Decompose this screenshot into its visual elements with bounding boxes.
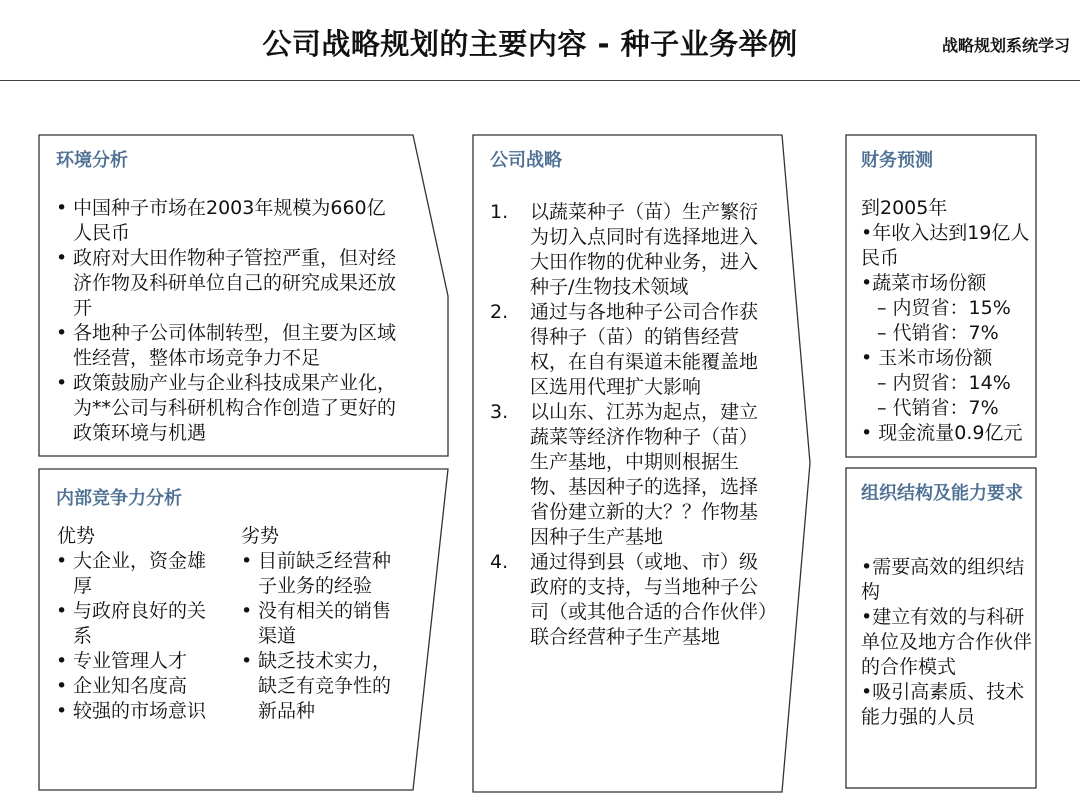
org-line: •需要高效的组织结构	[861, 556, 1025, 603]
strategy-item	[474, 300, 774, 400]
finance-line: • 现金流量0.9亿元	[861, 422, 1023, 444]
org-line: •建立有效的与科研单位及地方合作伙伴的合作模式	[861, 606, 1033, 678]
finance-heading: 财务预测	[861, 150, 933, 171]
env-bullet-list	[56, 196, 401, 446]
weaknesses-label: 劣势	[241, 525, 280, 547]
strength-item: • 专业管理人才	[56, 649, 216, 674]
env-bullet: • 政府对大田作物种子管控严重，但对经济作物及科研单位自己的研究成果还放开	[56, 246, 401, 321]
strength-item: • 与政府良好的关系	[56, 599, 216, 649]
strengths-list	[56, 549, 216, 724]
finance-line: •蔬菜市场份额	[861, 272, 987, 294]
strategy-item-text: 通过得到县（或地、市）级政府的支持，与当地种子公司（或其他合适的合作伙伴）联合经营种子生产基地	[530, 551, 768, 648]
finance-line: • 玉米市场份额	[861, 347, 993, 369]
finance-line: •年收入达到19亿人民币	[861, 222, 1030, 269]
strength-item: • 较强的市场意识	[56, 699, 216, 724]
weakness-item: • 目前缺乏经营种子业务的经验	[241, 549, 401, 599]
strength-item: • 大企业，资金雄厚	[56, 549, 216, 599]
env-bullet: • 政策鼓励产业与企业科技成果产业化，为**公司与科研机构合作创造了更好的政策环境与机遇	[56, 371, 401, 446]
finance-subline: – 内贸省：15%	[877, 297, 1011, 319]
env-bullet: • 各地种子公司体制转型，但主要为区域性经营，整体市场竞争力不足	[56, 321, 401, 371]
env-bullet: • 中国种子市场在2003年规模为660亿人民币	[56, 196, 401, 246]
strategy-list	[474, 200, 774, 650]
strategy-item-number: 4.	[490, 551, 509, 573]
org-line: •吸引高素质、技术能力强的人员	[861, 681, 1025, 728]
internal-heading: 内部竞争力分析	[56, 488, 182, 509]
strategy-item-text: 以山东、江苏为起点，建立蔬菜等经济作物种子（苗）生产基地，中期则根据生物、基因种子的选择，选择省份建立新的大？？作物基因种子生产基地	[530, 401, 759, 548]
strategy-item	[474, 400, 774, 550]
strategy-heading: 公司战略	[490, 150, 562, 171]
strategy-item-number: 2.	[490, 301, 509, 323]
env-heading: 环境分析	[56, 150, 128, 171]
finance-subline: – 内贸省：14%	[877, 372, 1011, 394]
weaknesses-list	[241, 549, 401, 724]
strategy-item	[474, 550, 774, 650]
strengths-label: 优势	[57, 525, 96, 547]
weakness-item: • 没有相关的销售渠道	[241, 599, 401, 649]
strategy-item-number: 3.	[490, 401, 509, 423]
finance-subline: – 代销省：7%	[877, 397, 999, 419]
strategy-item-text: 以蔬菜种子（苗）生产繁衍为切入点同时有选择地进入大田作物的优种业务，进入种子/生物技术领域	[530, 201, 759, 298]
finance-content	[861, 196, 1031, 446]
strategy-item	[474, 200, 774, 300]
page-title: 公司战略规划的主要内容 - 种子业务举例	[262, 27, 798, 61]
finance-year: 到2005年	[861, 197, 948, 219]
org-content	[861, 555, 1033, 730]
series-label: 战略规划系统学习	[941, 36, 1070, 55]
finance-subline: – 代销省：7%	[877, 322, 999, 344]
org-heading: 组织结构及能力要求	[861, 483, 1023, 504]
strength-item: • 企业知名度高	[56, 674, 216, 699]
weakness-item: • 缺乏技术实力，缺乏有竞争性的新品种	[241, 649, 401, 724]
strategy-item-number: 1.	[490, 201, 509, 223]
strategy-item-text: 通过与各地种子公司合作获得种子（苗）的销售经营权，在自有渠道未能覆盖地区选用代理扩大影响	[530, 301, 759, 398]
